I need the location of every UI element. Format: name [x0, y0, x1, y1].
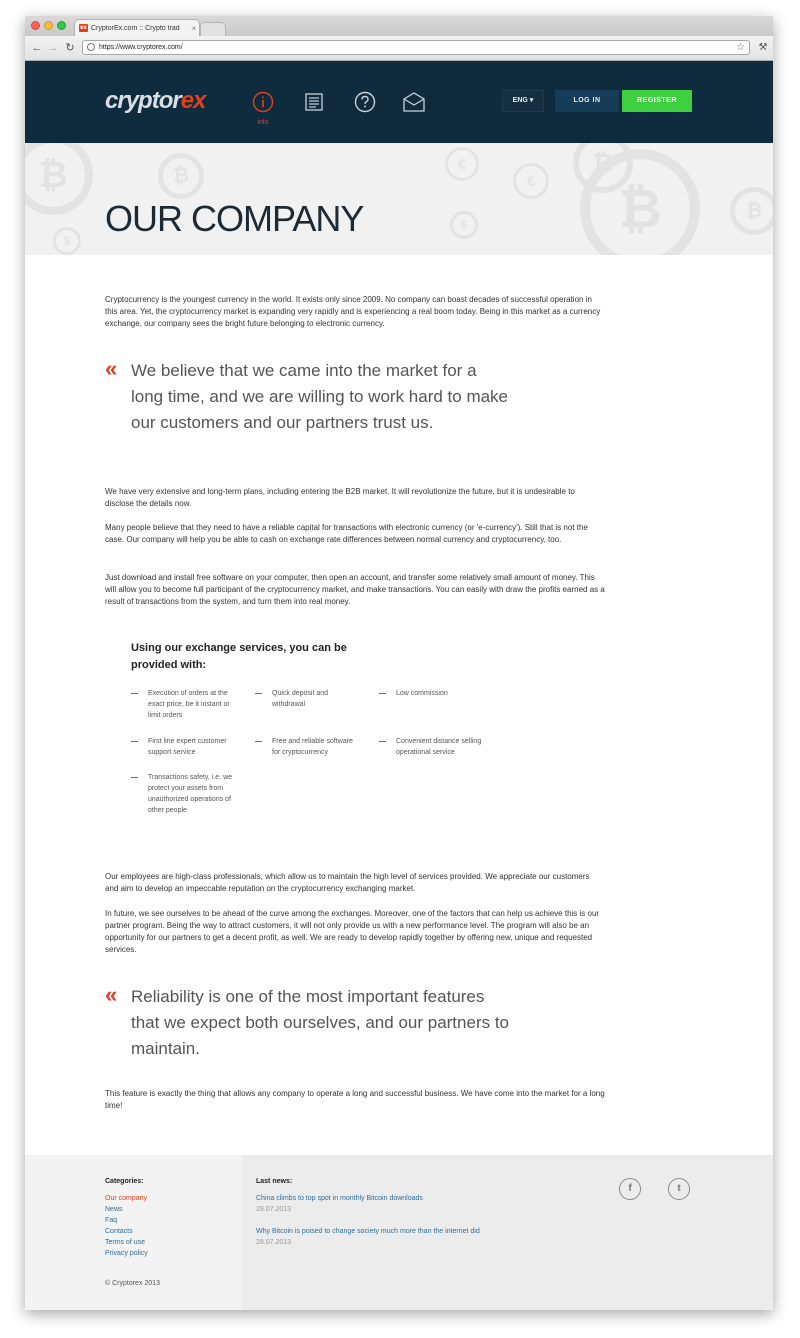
- footer-link-contacts[interactable]: Contacts: [105, 1228, 133, 1235]
- dash-icon: [131, 693, 138, 694]
- page-title: OUR COMPANY: [105, 198, 364, 239]
- tab-title: CryptorEx.com :: Crypto trad: [91, 24, 180, 32]
- service-text: Execution of orders at the exact price, be it instant or limit orders: [148, 690, 230, 719]
- nav-info-label[interactable]: info: [257, 119, 269, 126]
- footer-link-faq[interactable]: Faq: [105, 1217, 118, 1224]
- tab-strip: [25, 16, 773, 36]
- paragraph: Our employees are high-class professionals, which allow us to maintain the high level of services provided. We appreciate our customers and aim to develop an impeccable reputation on the cryptocurrency exchanging market.: [105, 872, 590, 893]
- bitcoin-coin-icon: ₿: [580, 149, 700, 255]
- paragraph: We have very extensive and long-term plans, including entering the B2B market. It will revolutionize the future, but it is undesirable to disclose the details now.: [105, 487, 575, 508]
- dash-icon: [131, 741, 138, 742]
- bitcoin-coin-icon: ₿: [25, 143, 93, 215]
- news-link[interactable]: Why Bitcoin is poised to change society much more than the internet did: [256, 1228, 480, 1235]
- euro-coin-icon: €: [445, 147, 479, 181]
- logo-accent-text: ex: [180, 87, 206, 114]
- paragraph: This feature is exactly the thing that allows any company to operate a long and successful business. We have come into the market for a long time!: [105, 1089, 605, 1110]
- bookmark-star-icon[interactable]: ☆: [736, 42, 745, 53]
- service-text: First line expert customer support service: [148, 738, 227, 756]
- bitcoin-coin-icon: ₿: [158, 153, 204, 199]
- site-footer: [25, 1155, 773, 1310]
- service-item: [379, 688, 487, 699]
- zoom-window-button[interactable]: [57, 21, 66, 30]
- service-item: [131, 736, 239, 758]
- favicon-icon: ex: [80, 25, 87, 31]
- browser-tab[interactable]: [75, 20, 199, 36]
- news-date: 28.07.2013: [256, 1206, 292, 1213]
- dollar-coin-icon: $: [53, 227, 81, 255]
- login-button[interactable]: LOG IN: [555, 90, 619, 112]
- mail-icon[interactable]: [402, 91, 426, 113]
- service-text: Transactions safety, i.e. we protect your assets from unauthorized operations of other people: [148, 774, 233, 814]
- service-item: [379, 736, 487, 758]
- categories-title: Categories:: [105, 1178, 144, 1185]
- service-item: [131, 688, 239, 721]
- forward-icon[interactable]: →: [47, 42, 59, 54]
- footer-link-privacy[interactable]: Privacy policy: [105, 1250, 148, 1257]
- close-window-button[interactable]: [31, 21, 40, 30]
- quote-mark-icon: «: [105, 356, 118, 381]
- footer-link-our-company[interactable]: Our company: [105, 1195, 148, 1202]
- service-text: Low commission: [396, 690, 448, 697]
- tab-close-icon[interactable]: ×: [191, 23, 197, 33]
- url-text: https://www.cryptorex.com/: [99, 44, 183, 51]
- twitter-icon[interactable]: t: [668, 1178, 690, 1200]
- reload-icon[interactable]: ↻: [65, 42, 75, 54]
- news-title: Last news:: [256, 1178, 293, 1185]
- footer-link-news[interactable]: News: [105, 1206, 123, 1213]
- service-item: [255, 688, 363, 710]
- service-text: Free and reliable software for cryptocurrency: [272, 738, 353, 756]
- dash-icon: [379, 741, 386, 742]
- paragraph: Just download and install free software on your computer, then open an account, and transfer some relatively small amount of money. This will allow you to become full participant of the cryptocurrency market, and make transactions. You can easily with draw the profits earned as a result of transactions from the system, and turn them into real money.: [105, 573, 605, 606]
- paragraph: Many people believe that they need to have a reliable capital for transactions with electronic currency (or 'e-currency'). Still that is not the case. Our company will help you be able to cash on exchange rate differences between normal currency and cryptocurrency, too.: [105, 523, 588, 544]
- register-button[interactable]: REGISTER: [622, 90, 692, 112]
- info-icon[interactable]: [252, 91, 274, 113]
- paragraph: In future, we see ourselves to be ahead of the curve among the exchanges. Moreover, one of the factors that can help us achieve this is our partner program. Being the way to attract customers, it will not only provide us with a new performance level. The program will also be an opportunity for our partners to get a decent profit, as well. We are ready to develop rapidly together by offering new, unique and requested services.: [105, 909, 600, 954]
- dash-icon: [255, 741, 262, 742]
- new-tab-button[interactable]: [201, 23, 225, 36]
- service-text: Convenient distance selling operational service: [396, 738, 482, 756]
- quote-text: We believe that we came into the market for a long time, and we are willing to work hard to make our customers and our partners trust us.: [131, 361, 509, 432]
- logo-main-text: cryptor: [105, 87, 181, 114]
- quote-mark-icon: «: [105, 982, 118, 1007]
- copyright: © Cryptorex 2013: [105, 1280, 160, 1287]
- address-bar[interactable]: [82, 40, 750, 55]
- dash-icon: [255, 693, 262, 694]
- site-logo[interactable]: [105, 87, 205, 115]
- news-date: 28.07.2013: [256, 1239, 292, 1246]
- news-link[interactable]: China climbs to top spot in monthly Bitcoin downloads: [256, 1195, 423, 1202]
- minimize-window-button[interactable]: [44, 21, 53, 30]
- browser-window: [25, 16, 773, 1310]
- faq-icon[interactable]: [354, 91, 376, 113]
- browser-toolbar: [25, 36, 773, 61]
- hero-banner: [25, 143, 773, 255]
- bitcoin-coin-icon: ₿: [730, 187, 773, 235]
- dollar-coin-icon: $: [450, 211, 478, 239]
- site-header: [25, 61, 773, 143]
- facebook-icon[interactable]: f: [619, 1178, 641, 1200]
- footer-link-terms[interactable]: Terms of use: [105, 1239, 146, 1246]
- wrench-icon[interactable]: ⚒: [758, 42, 768, 53]
- window-controls: [31, 21, 66, 30]
- quote-text: Reliability is one of the most important features that we expect both ourselves, and our partners to maintain.: [131, 987, 510, 1058]
- service-item: [255, 736, 363, 758]
- language-select[interactable]: ENG ▾: [502, 90, 544, 112]
- services-title: Using our exchange services, you can be provided with:: [131, 642, 347, 671]
- bitcoin-coin-icon: ₿: [573, 143, 633, 193]
- back-icon[interactable]: ←: [31, 42, 43, 54]
- service-text: Quick deposit and withdrawal: [272, 690, 329, 708]
- globe-icon: [87, 43, 95, 51]
- intro-paragraph: Cryptocurrency is the youngest currency in the world. It exists only since 2009. No company can boast decades of successful operation in this area. Yet, the cryptocurrency market is expanding very rapidly and is experiencing a real boom today. Being in this market as a currency exchange, our company sees the bright future belonging to electronic currency.: [105, 295, 601, 328]
- news-icon[interactable]: [303, 91, 325, 113]
- service-item: [131, 772, 239, 816]
- dash-icon: [131, 777, 138, 778]
- euro-coin-icon: €: [513, 163, 549, 199]
- dash-icon: [379, 693, 386, 694]
